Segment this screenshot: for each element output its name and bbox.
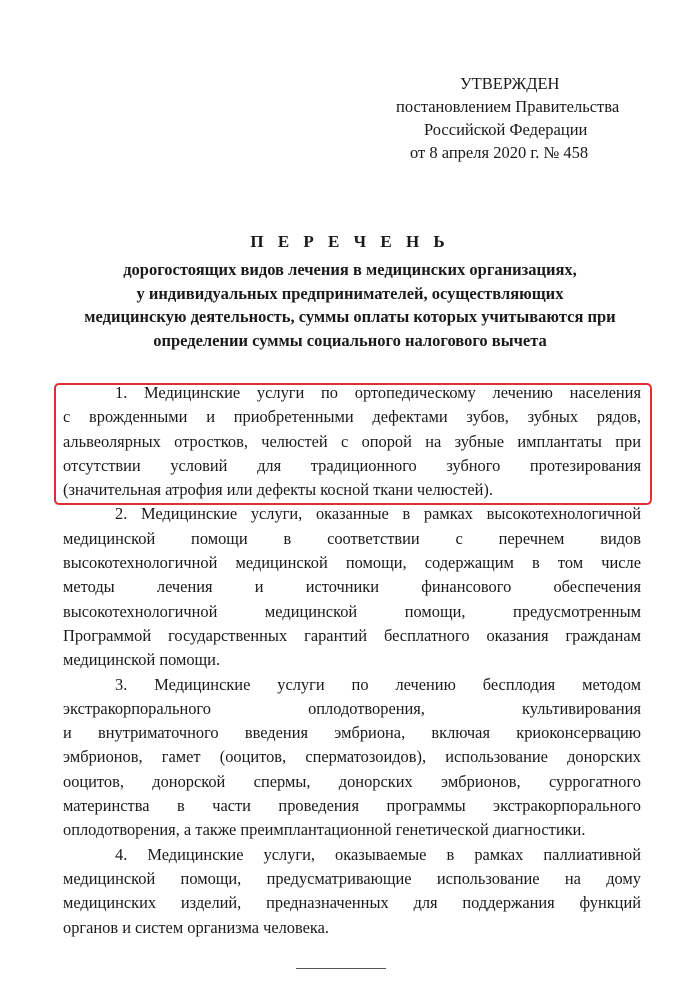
item-line: медицинской помощи в соответствии с перечнем видов xyxy=(63,528,641,548)
list-item-1 xyxy=(63,381,641,502)
item-line: высокотехнологичной медицинской помощи, содержащим в том числе xyxy=(63,553,641,573)
item-line: медицинских изделий, предназначенных для поддержания функций xyxy=(63,893,641,913)
item-line: 4. Медицинские услуги, оказываемые в рамках паллиативной xyxy=(115,844,641,864)
subtitle-line: медицинскую деятельность, суммы оплаты которых учитываются при xyxy=(84,307,616,326)
item-line: с врожденными и приобретенными дефектами зубов, зубных рядов, xyxy=(63,407,641,427)
document-title: П Е Р Е Ч Е Н Ь xyxy=(250,232,450,251)
list-item-4 xyxy=(63,843,641,940)
subtitle-line: дорогостоящих видов лечения в медицинских организациях, xyxy=(123,260,577,279)
document-body xyxy=(63,381,641,940)
list-item-2 xyxy=(63,502,641,672)
approval-decree: постановлением Правительства xyxy=(396,97,620,116)
approval-date-number: от 8 апреля 2020 г. № 458 xyxy=(410,143,589,162)
item-line: и внутриматочного введения эмбриона, включая криоконсервацию xyxy=(63,723,641,743)
list-item-3 xyxy=(63,673,641,843)
item-line: 2. Медицинские услуги, оказанные в рамках высокотехнологичной xyxy=(115,504,641,524)
subtitle-line: определении суммы социального налогового вычета xyxy=(153,330,547,350)
footer-separator xyxy=(296,968,386,969)
item-line: материнства в части проведения программы экстракорпорального xyxy=(63,796,641,816)
item-line: высокотехнологичной медицинской помощи, предусмотренным xyxy=(63,601,641,621)
item-line: медицинской помощи. xyxy=(63,650,221,670)
item-line: альвеолярных отростков, челюстей с опорой на зубные имплантаты при xyxy=(63,431,641,451)
item-line: отсутствии условий для традиционного зубного протезирования xyxy=(63,455,641,475)
item-line: ооцитов, донорской спермы, донорских эмбрионов, суррогатного xyxy=(63,771,641,791)
item-line: 1. Медицинские услуги по ортопедическому лечению населения xyxy=(115,383,641,402)
item-line: оплодотворения, а также преимплантационной генетической диагностики. xyxy=(63,820,586,840)
item-line: 3. Медицинские услуги по лечению бесплодия методом xyxy=(115,674,641,694)
document-subtitle xyxy=(60,258,640,352)
item-line: Программой государственных гарантий бесплатного оказания гражданам xyxy=(63,625,641,645)
item-line: (значительная атрофия или дефекты косной ткани челюстей). xyxy=(63,480,493,500)
approval-heading: УТВЕРЖДЕН xyxy=(460,74,560,93)
item-line: методы лечения и источники финансового обеспечения xyxy=(63,577,641,597)
approval-authority: Российской Федерации xyxy=(424,120,588,139)
item-line: эмбрионов, гамет (ооцитов, сперматозоидов), использование донорских xyxy=(63,747,641,767)
approval-stamp xyxy=(360,72,640,164)
subtitle-line: у индивидуальных предпринимателей, осуществляющих xyxy=(136,283,564,303)
item-line: медицинской помощи, предусматривающие использование на дому xyxy=(63,868,641,888)
item-line: органов и систем организма человека. xyxy=(63,917,329,937)
item-line: экстракорпорального оплодотворения, культивирования xyxy=(63,698,641,718)
